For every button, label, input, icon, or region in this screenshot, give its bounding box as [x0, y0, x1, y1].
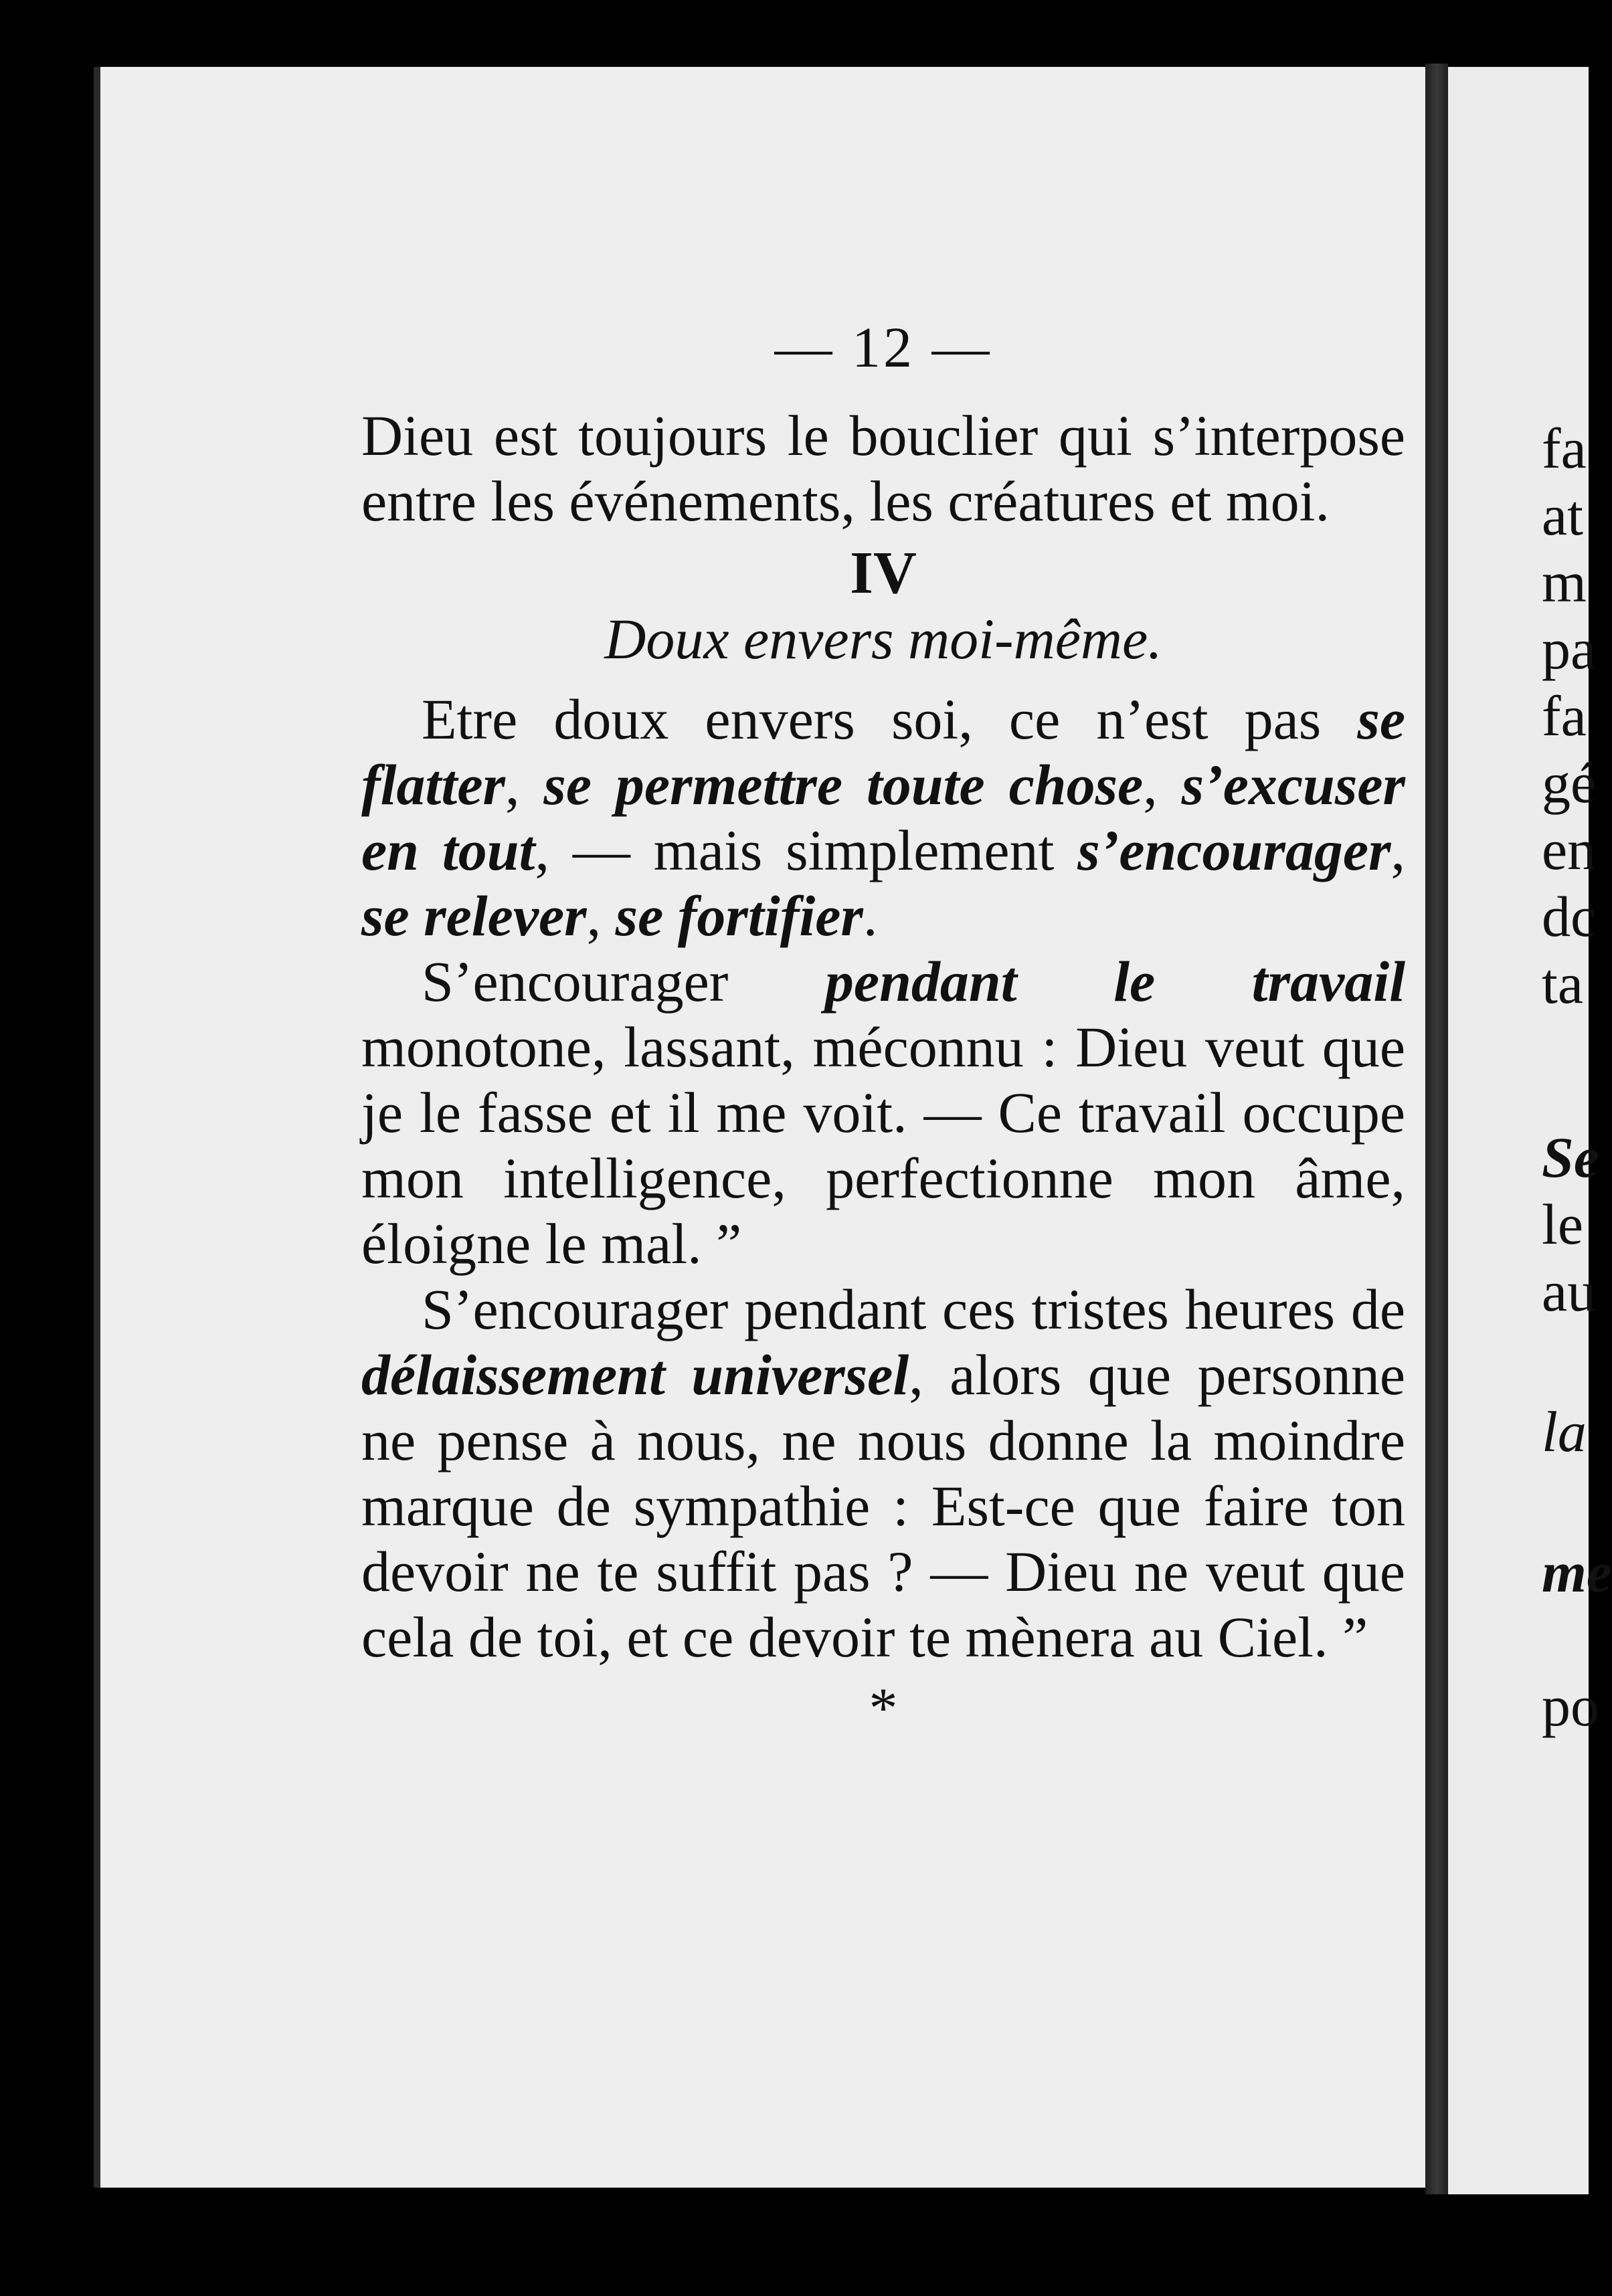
italic-run: délaissement universel — [361, 1343, 909, 1407]
text-run: Etre doux envers soi, ce n’est pas — [422, 687, 1358, 751]
paragraph-2 — [361, 686, 1405, 949]
section-asterisk: * — [869, 1676, 898, 1740]
fragment: me — [1542, 1540, 1612, 1604]
paragraph-1: Dieu est toujours le bouclier qui s’interpose entre les événements, les créatures et moi. — [361, 403, 1405, 533]
fragment: au — [1542, 1259, 1597, 1323]
text-run: , — [505, 753, 544, 817]
paragraph-4 — [361, 1276, 1405, 1670]
italic-run: se relever — [361, 884, 587, 948]
page-number: — 12 — — [774, 315, 992, 379]
fragment: gé — [1542, 751, 1597, 815]
section-number: IV — [849, 540, 917, 606]
text-run: S’encourager pendant ces tristes heures de — [422, 1277, 1405, 1341]
book-page — [94, 67, 1432, 2188]
fragment: m — [1542, 550, 1587, 614]
italic-run: se flatter — [361, 687, 1405, 817]
fragment: pa — [1542, 617, 1597, 681]
italic-run: s’excuser en tout — [361, 753, 1405, 882]
adjacent-page — [1448, 67, 1612, 2194]
fragment: en — [1542, 818, 1597, 882]
fragment: la — [1542, 1400, 1587, 1464]
section-title: Doux envers moi-même. — [604, 607, 1162, 671]
fragment: le — [1542, 1192, 1584, 1256]
fragment: fa — [1542, 684, 1587, 748]
book-gutter — [1425, 64, 1448, 2194]
italic-run: pendant le travail — [824, 949, 1405, 1014]
text-run: S’encourager — [422, 949, 825, 1014]
fragment: Se — [1542, 1125, 1599, 1189]
text-run: monotone, lassant, méconnu : Dieu veut que je le fasse et il me voit. — Ce travail occupe mon intelligence, perfectionne mon âme, éloigne le mal. ” — [361, 1015, 1405, 1276]
italic-run: se fortifier — [615, 884, 863, 948]
text-run: , — [1143, 753, 1182, 817]
text-run: , — [586, 884, 616, 948]
fragment: po — [1542, 1674, 1599, 1738]
fragment: fa — [1542, 416, 1587, 480]
text-run: , — [1391, 818, 1405, 882]
paragraph-3 — [361, 949, 1405, 1276]
italic-run: s’encourager — [1077, 818, 1391, 882]
fragment: at — [1542, 483, 1584, 547]
fragment: ta — [1542, 951, 1584, 1016]
text-run: , — mais simplement — [535, 818, 1078, 882]
italic-run: se permettre toute chose — [543, 753, 1144, 817]
text-run: . — [863, 884, 878, 948]
text-run: , alors que personne ne pense à nous, ne nous donne la moindre marque de sympathie : Est-ce que faire ton devoir ne te suffit pas ? — Dieu ne veut que cela de toi, et ce devoir te mènera au Ciel. ” — [361, 1343, 1405, 1669]
fragment: dc — [1542, 884, 1597, 949]
page-text — [361, 314, 1405, 1741]
